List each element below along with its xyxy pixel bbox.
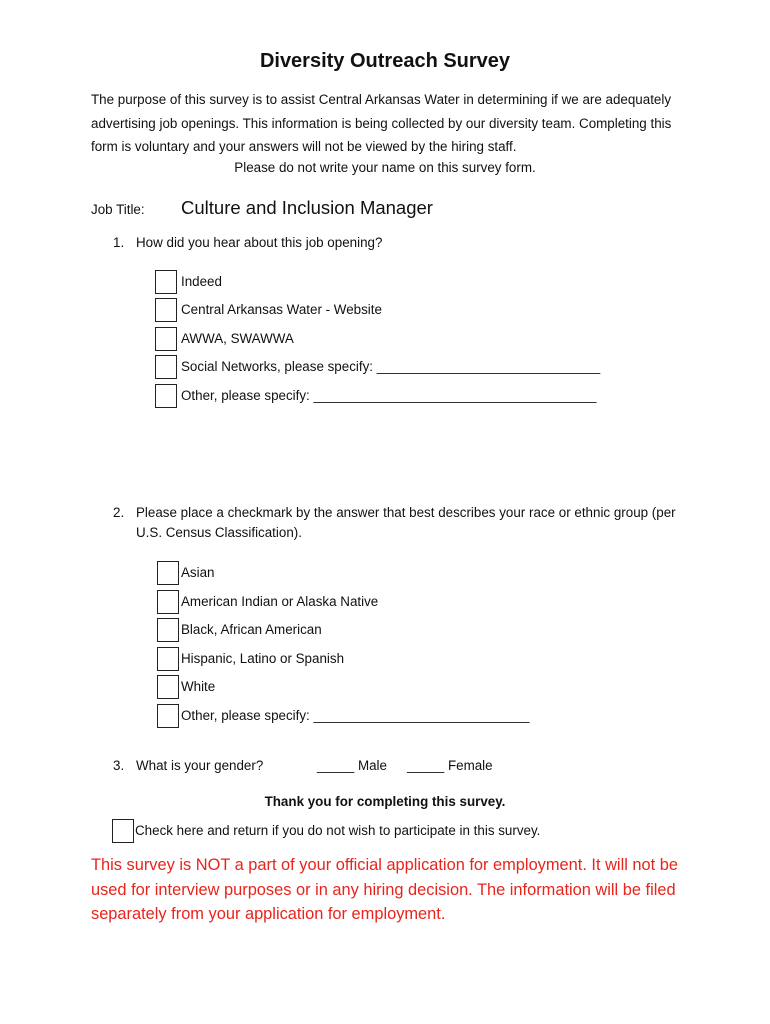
checkbox[interactable] bbox=[155, 384, 177, 408]
opt-out-label: Check here and return if you do not wish to participate in this survey. bbox=[135, 823, 541, 838]
checkbox[interactable] bbox=[157, 704, 179, 728]
option-label: American Indian or Alaska Native bbox=[181, 594, 379, 609]
thank-you-text: Thank you for completing this survey. bbox=[264, 794, 506, 809]
checkbox[interactable] bbox=[157, 675, 179, 699]
question-3 bbox=[113, 756, 683, 776]
checkbox[interactable] bbox=[157, 647, 179, 671]
option-label: Black, African American bbox=[181, 622, 322, 637]
checkbox[interactable] bbox=[157, 618, 179, 642]
job-title-value: Culture and Inclusion Manager bbox=[181, 197, 433, 218]
option-label: Asian bbox=[181, 565, 215, 580]
question-text: What is your gender? bbox=[136, 758, 264, 773]
gender-female-field[interactable]: _____ Female bbox=[407, 758, 493, 773]
checkbox[interactable] bbox=[112, 819, 134, 843]
option-label: Hispanic, Latino or Spanish bbox=[181, 651, 345, 666]
name-note: Please do not write your name on this survey form. bbox=[234, 160, 536, 175]
checkbox[interactable] bbox=[157, 561, 179, 585]
option-label: Other, please specify: _____________________________ bbox=[181, 708, 530, 723]
intro-paragraph: The purpose of this survey is to assist Central Arkansas Water in determining if we are adequately advertising job openings. This information is being collected by our diversity team. Completing this form is voluntary and your answers will not be viewed by the hiring staff. bbox=[91, 92, 672, 154]
checkbox[interactable] bbox=[157, 590, 179, 614]
option-label: Other, please specify: ______________________________________ bbox=[181, 388, 597, 403]
option-label: Social Networks, please specify: ______________________________ bbox=[181, 359, 601, 374]
option-label: White bbox=[181, 679, 216, 694]
checkbox[interactable] bbox=[155, 298, 177, 322]
option-label: Indeed bbox=[181, 274, 222, 289]
checkbox[interactable] bbox=[155, 270, 177, 294]
option-label: AWWA, SWAWWA bbox=[181, 331, 294, 346]
checkbox[interactable] bbox=[155, 327, 177, 351]
option-label: Central Arkansas Water - Website bbox=[181, 302, 382, 317]
question-2 bbox=[113, 503, 683, 545]
question-text: How did you hear about this job opening? bbox=[136, 235, 383, 250]
survey-title: Diversity Outreach Survey bbox=[259, 50, 511, 72]
question-number: 3. bbox=[113, 758, 125, 773]
gender-male-field[interactable]: _____ Male bbox=[317, 758, 387, 773]
disclaimer-text: This survey is NOT a part of your official application for employment. It will not be used for interview purposes or in any hiring decision. The information will be filed separately from your application for employment. bbox=[91, 856, 678, 923]
question-1 bbox=[113, 233, 683, 253]
question-number: 1. bbox=[113, 235, 125, 250]
checkbox[interactable] bbox=[155, 355, 177, 379]
question-text: Please place a checkmark by the answer that best describes your race or ethnic group (per U.S. Census Classification). bbox=[136, 505, 676, 540]
job-title-label: Job Title: bbox=[91, 202, 145, 217]
question-number: 2. bbox=[113, 505, 125, 520]
